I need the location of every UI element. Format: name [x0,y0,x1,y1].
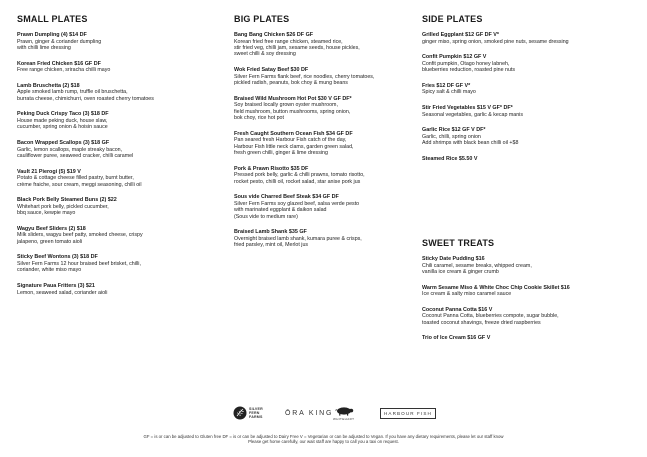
menu-item-description: Silver Fern Farms flank beef, rice noodles, cherry tomatoes, pickled radish, peanuts, bok choy & mung beans [234,73,375,86]
menu-item-description: Soy braised locally grown oyster mushroom, field mushroom, button mushrooms, spring onion, bok choy, rice hot pot [234,102,351,121]
ora-king-text: ŌRA KING [285,409,334,417]
menu-item [17,283,217,296]
menu-item-description: Seasonal vegetables, garlic & kecap manis [422,111,523,118]
menu-item-name: Prawn Dumpling (4) $14 DF [17,32,87,38]
menu-item [234,131,434,157]
menu-item-description: ginger miso, spring onion, smoked pine nuts, sesame dressing [422,38,569,45]
menu-item [17,226,217,245]
menu-item-description: Pan seared fresh Harbour Fish catch of the day, Harbour Fish little neck clams, garden green salad, fresh green chilli, ginger & lime dressing [234,137,354,156]
menu-item-name: Trio of Ice Cream $16 GF V [422,335,491,342]
menu-item-description: Chili caramel, sesame breaks, whipped cream, vanilla ice cream & ginger crumb [422,262,532,275]
big-plates-list [234,32,434,249]
menu-item [17,140,217,159]
menu-item-description: Milk sliders, wagyu beef patty, smoked cheese, crispy jalapeno, green tomato aioli [17,232,143,245]
menu-item-name: Steamed Rice $5.50 V [422,155,478,162]
ora-king-logo [285,403,333,423]
menu-item [17,197,217,216]
harbour-fish-logo [380,403,436,423]
sweet-treats-list [422,256,637,342]
menu-item [422,335,637,342]
menu-item-description: House made peking duck, house slaw, cucumber, spring onion & hoisin sauce [17,117,108,131]
menu-item-description: Confit pumpkin, Otago honey labneh, blueberries reduction, roasted pine nuts [422,60,516,74]
menu-item-description: Pressed pork belly, garlic & chilli prawns, tomato risotto, rocket pesto, chilli oil, rocket salad, star anise pork jus [234,172,365,185]
menu-item-name: Bang Bang Chicken $26 DF GF [234,32,314,38]
menu-item-name: Garlic Rice $12 GF V DF* [422,127,486,134]
sweet-treats-title: SWEET TREATS [422,238,495,248]
menu-item [17,254,217,273]
small-plates-list [17,32,217,296]
silver-fern-farms-logo [233,403,263,423]
pig-icon [334,406,354,416]
menu-item-name: Fries $12 DF GF V* [422,82,471,89]
menu-item [422,256,637,275]
small-plates-section [17,14,217,305]
menu-item-description: Spicy salt & chilli mayo [422,89,476,96]
silver-fern-text: SILVER FERN FARMS [249,407,263,419]
menu-item-description: Free range chicken, sriracha chilli mayo [17,67,111,74]
menu-item [234,229,434,248]
menu-item-name: Warm Sesame Miso & White Choc Chip Cookie Skillet $16 [422,284,570,291]
menu-item [234,194,434,220]
menu-item-description: Lemon, seaweed salad, coriander aioli [17,289,108,296]
side-plates-section [422,14,637,172]
menu-item [422,156,637,163]
menu-item-description: Apple smoked lamb rump, truffle oil bruschetta, burrata cheese, chimichurri, oven roasted cherry tomatoes [17,89,154,102]
fern-icon [233,406,247,420]
menu-item [422,32,637,45]
menu-item-description: Korean fried free range chicken, steamed rice, stir fried veg, chilli jam, sesame seeds, house pickles, sweet chilli & soy dressing [234,38,360,58]
menu-item [422,54,637,73]
menu-item-description: Garlic, lemon scallops, maple streaky bacon, cauliflower puree, seaweed cracker, chilli caramel [17,146,134,159]
menu-item [422,105,637,118]
menu-item-name: Lamb Bruschetta (2) $18 [17,82,80,89]
menu-item-name: Sticky Date Pudding $16 [422,256,485,262]
menu-item-name: Confit Pumpkin $12 GF V [422,54,487,61]
menu-item-name: Sous vide Charred Beef Steak $34 GF DF [234,194,339,201]
menu-item-name: Coconut Panna Cotta $16 V [422,306,493,313]
side-plates-list [422,32,637,162]
menu-item-name: Fresh Caught Southern Ocean Fish $34 GF DF [234,130,353,137]
footer-line-2: Please get home carefully, our wait staff are happy to call you a taxi on request. [248,439,399,445]
menu-item [17,83,217,102]
menu-item-name: Black Pork Belly Steamed Buns (2) $22 [17,197,117,204]
small-plates-title: SMALL PLATES [17,14,88,24]
dietary-footer [0,434,647,445]
menu-item [422,285,637,298]
sponsor-logos [0,403,647,425]
menu-item [17,32,217,51]
menu-item-name: Grilled Eggplant $12 GF DF V* [422,32,499,38]
menu-item [17,111,217,130]
menu-item-name: Vault 21 Pierogi (5) $19 V [17,168,81,175]
menu-item-name: Wok Fried Satay Beef $30 DF [234,67,309,73]
menu-item-description: Prawn, ginger & coriander dumpling with chilli lime dressing [17,38,102,51]
menu-item-description: Coconut Panna Cotta, blueberries compote, sugar bubble, toasted coconut shavings, freeze dried raspberries [422,313,559,326]
big-plates-title: BIG PLATES [234,14,290,24]
menu-item-description: Silver Fern Farms soy glazed beef, salsa verde pesto with marinated eggplant & daikon salad (Sous vide to medium rare) [234,200,360,220]
menu-item-description: Garlic, chilli, spring onion Add shrimps with black bean chilli oil +$8 [422,133,519,147]
menu-item [422,307,637,326]
menu-item-name: Peking Duck Crispy Taco (3) $18 DF [17,111,109,118]
menu-item-description: Whitehart pork belly, pickled cucumber, bbq sauce, kewpie mayo [17,203,109,217]
menu-item-name: Pork & Prawn Risotto $35 DF [234,165,309,172]
sweet-treats-section [422,238,637,351]
menu-item [422,127,637,146]
menu-item-name: Wagyu Beef Sliders (2) $18 [17,225,86,232]
menu-item [422,83,637,96]
menu-item-name: Korean Fried Chicken $16 GF DF [17,60,101,67]
menu-item [17,61,217,74]
menu-item [234,96,434,122]
menu-item [234,32,434,58]
whitehart-logo [333,403,354,423]
big-plates-section [234,14,434,258]
menu-item-description: Silver Fern Farms 12 hour braised beef brisket, chilli, coriander, white miso mayo [17,260,141,274]
menu-item-description: Ice cream & salty miso caramel sauce [422,291,512,298]
menu-item [17,169,217,188]
menu-item-name: Braised Lamb Shank $35 GF [234,229,307,236]
menu-item [234,67,434,86]
side-plates-title: SIDE PLATES [422,14,483,24]
menu-item-description: Overnight braised lamb shank, kumara puree & crisps, fried parsley, mint oil, Merlot jus [234,235,362,249]
menu-item-name: Braised Wild Mushroom Hot Pot $30 V GF DF* [234,95,352,102]
footer-line-1: GF = is or can be adjusted to Gluten free DF = is or can be adjusted to Dairy Free V = Vegetarian or can be adjusted to Vegan. If you have any dietary requirements, please let our staff know [143,434,504,439]
menu-item-name: Stir Fried Vegetables $15 V GF* DF* [422,104,513,111]
menu-item-name: Sticky Beef Wontons (3) $18 DF [17,254,98,261]
menu-item-description: Potato & cottage cheese filled pastry, burnt butter, crème fraiche, sour cream, meggi seasoning, chilli oil [17,175,142,188]
menu-item [234,166,434,185]
menu-item-name: Bacon Wrapped Scallops (3) $18 GF [17,139,110,146]
menu-item-name: Signature Paua Fritters (3) $21 [17,282,95,289]
harbour-fish-text: HARBOUR FISH [380,408,436,419]
whitehart-text: WHITEHART [333,416,355,421]
